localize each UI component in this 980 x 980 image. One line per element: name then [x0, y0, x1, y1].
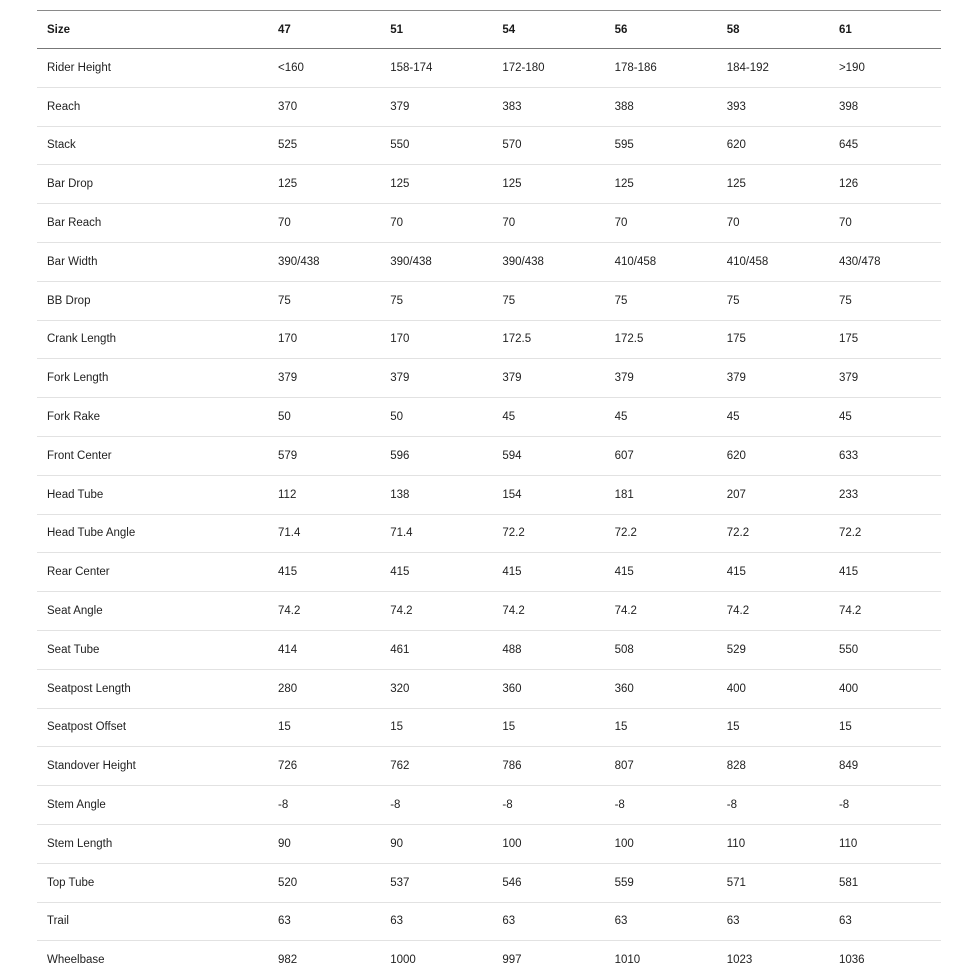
row-label: Front Center: [37, 436, 268, 475]
table-cell: 398: [829, 87, 941, 126]
table-cell: 50: [380, 398, 492, 437]
header-row: [37, 11, 941, 49]
table-row: [37, 359, 941, 398]
table-cell: 70: [829, 204, 941, 243]
table-cell: 579: [268, 436, 380, 475]
table-cell: 379: [829, 359, 941, 398]
table-cell: 63: [380, 902, 492, 941]
table-cell: 762: [380, 747, 492, 786]
table-cell: 390/438: [380, 242, 492, 281]
table-cell: 172.5: [492, 320, 604, 359]
table-cell: 175: [717, 320, 829, 359]
row-label: Standover Height: [37, 747, 268, 786]
table-cell: 125: [268, 165, 380, 204]
row-label: Bar Reach: [37, 204, 268, 243]
table-cell: 15: [268, 708, 380, 747]
table-cell: 63: [717, 902, 829, 941]
table-cell: 70: [492, 204, 604, 243]
table-cell: 379: [605, 359, 717, 398]
table-row: [37, 165, 941, 204]
table-cell: 178-186: [605, 49, 717, 88]
table-cell: 50: [268, 398, 380, 437]
table-row: [37, 786, 941, 825]
table-cell: 75: [717, 281, 829, 320]
table-cell: 400: [717, 669, 829, 708]
table-cell: 45: [492, 398, 604, 437]
table-cell: 15: [605, 708, 717, 747]
row-label: Stack: [37, 126, 268, 165]
header-size-51: 51: [380, 11, 492, 49]
table-cell: 726: [268, 747, 380, 786]
table-cell: 72.2: [829, 514, 941, 553]
row-label: Head Tube: [37, 475, 268, 514]
row-label: Top Tube: [37, 863, 268, 902]
table-cell: 158-174: [380, 49, 492, 88]
table-cell: 15: [380, 708, 492, 747]
row-label: Stem Length: [37, 824, 268, 863]
table-cell: 74.2: [268, 592, 380, 631]
table-cell: 415: [717, 553, 829, 592]
table-cell: 849: [829, 747, 941, 786]
table-header: [37, 11, 941, 49]
table-cell: -8: [605, 786, 717, 825]
row-label: Seat Tube: [37, 630, 268, 669]
table-cell: 233: [829, 475, 941, 514]
table-cell: 15: [717, 708, 829, 747]
table-cell: 379: [717, 359, 829, 398]
table-cell: 430/478: [829, 242, 941, 281]
table-cell: 414: [268, 630, 380, 669]
table-cell: 571: [717, 863, 829, 902]
header-size-label: Size: [37, 11, 268, 49]
table-cell: -8: [492, 786, 604, 825]
table-cell: -8: [268, 786, 380, 825]
table-cell: 75: [492, 281, 604, 320]
row-label: Reach: [37, 87, 268, 126]
table-row: [37, 475, 941, 514]
table-cell: 581: [829, 863, 941, 902]
table-row: [37, 630, 941, 669]
table-cell: 75: [605, 281, 717, 320]
table-cell: 388: [605, 87, 717, 126]
table-cell: 63: [268, 902, 380, 941]
table-cell: 379: [380, 87, 492, 126]
table-cell: 415: [829, 553, 941, 592]
table-cell: 110: [829, 824, 941, 863]
table-cell: 595: [605, 126, 717, 165]
table-cell: 360: [492, 669, 604, 708]
table-cell: 175: [829, 320, 941, 359]
table-row: [37, 902, 941, 941]
table-cell: 550: [829, 630, 941, 669]
table-cell: 71.4: [380, 514, 492, 553]
row-label: Trail: [37, 902, 268, 941]
table-cell: 74.2: [829, 592, 941, 631]
table-cell: 393: [717, 87, 829, 126]
table-cell: 90: [268, 824, 380, 863]
table-cell: 415: [380, 553, 492, 592]
table-cell: 110: [717, 824, 829, 863]
table-cell: 620: [717, 436, 829, 475]
table-cell: 207: [717, 475, 829, 514]
row-label: Head Tube Angle: [37, 514, 268, 553]
table-cell: 488: [492, 630, 604, 669]
table-cell: -8: [829, 786, 941, 825]
table-cell: 72.2: [605, 514, 717, 553]
table-cell: 370: [268, 87, 380, 126]
table-cell: 645: [829, 126, 941, 165]
table-cell: 807: [605, 747, 717, 786]
header-size-58: 58: [717, 11, 829, 49]
table-cell: 138: [380, 475, 492, 514]
table-cell: 74.2: [717, 592, 829, 631]
table-cell: 74.2: [605, 592, 717, 631]
row-label: BB Drop: [37, 281, 268, 320]
table-cell: 633: [829, 436, 941, 475]
table-cell: 546: [492, 863, 604, 902]
table-cell: 400: [829, 669, 941, 708]
table-cell: 90: [380, 824, 492, 863]
row-label: Rear Center: [37, 553, 268, 592]
table-cell: 70: [380, 204, 492, 243]
table-row: [37, 592, 941, 631]
table-cell: 383: [492, 87, 604, 126]
row-label: Seat Angle: [37, 592, 268, 631]
table-cell: 550: [380, 126, 492, 165]
table-cell: 320: [380, 669, 492, 708]
table-row: [37, 669, 941, 708]
table-cell: 75: [380, 281, 492, 320]
table-row: [37, 553, 941, 592]
table-cell: 390/438: [268, 242, 380, 281]
table-row: [37, 708, 941, 747]
table-cell: 828: [717, 747, 829, 786]
table-cell: 100: [492, 824, 604, 863]
table-cell: 982: [278, 954, 298, 967]
table-cell: 45: [829, 398, 941, 437]
header-size-61: 61: [829, 11, 941, 49]
table-cell: 594: [492, 436, 604, 475]
table-cell: 75: [268, 281, 380, 320]
table-cell: 360: [605, 669, 717, 708]
table-row: [37, 87, 941, 126]
table-row: [37, 824, 941, 863]
table-cell: 570: [492, 126, 604, 165]
table-cell: 1023: [726, 954, 753, 967]
table-row: [37, 436, 941, 475]
row-label: Seatpost Length: [37, 669, 268, 708]
table-row: [37, 514, 941, 553]
table-cell: 125: [717, 165, 829, 204]
table-body: [37, 49, 941, 980]
row-label: Stem Angle: [37, 786, 268, 825]
table-row: [37, 204, 941, 243]
table-cell: 45: [717, 398, 829, 437]
table-cell: 170: [380, 320, 492, 359]
table-cell: 184-192: [717, 49, 829, 88]
table-row: [37, 320, 941, 359]
table-cell: 154: [492, 475, 604, 514]
table-row: [37, 941, 941, 979]
table-row: [37, 126, 941, 165]
table-cell: 172-180: [492, 49, 604, 88]
table-row: [37, 281, 941, 320]
table-cell: 125: [492, 165, 604, 204]
table-cell: 100: [605, 824, 717, 863]
table-cell: 70: [268, 204, 380, 243]
row-label: Wheelbase: [47, 954, 105, 967]
table-cell: 63: [829, 902, 941, 941]
table-cell: 15: [829, 708, 941, 747]
table-cell: <160: [268, 49, 380, 88]
table-cell: 172.5: [605, 320, 717, 359]
table-cell: >190: [829, 49, 941, 88]
geometry-table: [37, 10, 941, 979]
table-cell: 75: [829, 281, 941, 320]
table-cell: 525: [268, 126, 380, 165]
table-cell: 390/438: [492, 242, 604, 281]
table-cell: 607: [605, 436, 717, 475]
table-cell: 620: [717, 126, 829, 165]
table-cell: 112: [268, 475, 380, 514]
header-size-54: 54: [492, 11, 604, 49]
table-cell: 520: [268, 863, 380, 902]
table-cell: 125: [605, 165, 717, 204]
table-cell: 537: [380, 863, 492, 902]
row-label: Rider Height: [37, 49, 268, 88]
table-cell: 379: [492, 359, 604, 398]
table-cell: 15: [492, 708, 604, 747]
table-row: [37, 49, 941, 88]
row-label: Fork Length: [37, 359, 268, 398]
table-cell: 410/458: [717, 242, 829, 281]
table-cell: 63: [492, 902, 604, 941]
table-row: [37, 242, 941, 281]
table-cell: 461: [380, 630, 492, 669]
table-cell: 508: [605, 630, 717, 669]
table-cell: 125: [380, 165, 492, 204]
row-label: Fork Rake: [37, 398, 268, 437]
table-cell: 559: [605, 863, 717, 902]
table-row: [37, 398, 941, 437]
table-cell: 997: [502, 954, 522, 967]
table-cell: 63: [605, 902, 717, 941]
table-cell: 70: [605, 204, 717, 243]
table-cell: 72.2: [492, 514, 604, 553]
row-label: Bar Width: [37, 242, 268, 281]
row-label: Bar Drop: [37, 165, 268, 204]
table-cell: -8: [380, 786, 492, 825]
table-cell: 181: [605, 475, 717, 514]
table-cell: 74.2: [380, 592, 492, 631]
table-cell: 786: [492, 747, 604, 786]
table-cell: 379: [380, 359, 492, 398]
header-size-47: 47: [268, 11, 380, 49]
table-cell: 529: [717, 630, 829, 669]
table-row: [37, 863, 941, 902]
table-cell: 415: [268, 553, 380, 592]
table-cell: 71.4: [268, 514, 380, 553]
table-cell: 72.2: [717, 514, 829, 553]
table-cell: 596: [380, 436, 492, 475]
row-label: Crank Length: [37, 320, 268, 359]
table-cell: 1036: [838, 954, 865, 967]
table-cell: 280: [268, 669, 380, 708]
table-cell: 126: [829, 165, 941, 204]
table-cell: 74.2: [492, 592, 604, 631]
table-cell: 1000: [390, 954, 416, 967]
table-cell: 1010: [614, 954, 641, 967]
table-cell: 379: [268, 359, 380, 398]
table-cell: 410/458: [605, 242, 717, 281]
table-cell: -8: [717, 786, 829, 825]
table-row: [37, 747, 941, 786]
row-label: Seatpost Offset: [37, 708, 268, 747]
table-cell: 415: [605, 553, 717, 592]
table-cell: 170: [268, 320, 380, 359]
table-cell: 415: [492, 553, 604, 592]
table-cell: 45: [605, 398, 717, 437]
table-cell: 70: [717, 204, 829, 243]
header-size-56: 56: [605, 11, 717, 49]
